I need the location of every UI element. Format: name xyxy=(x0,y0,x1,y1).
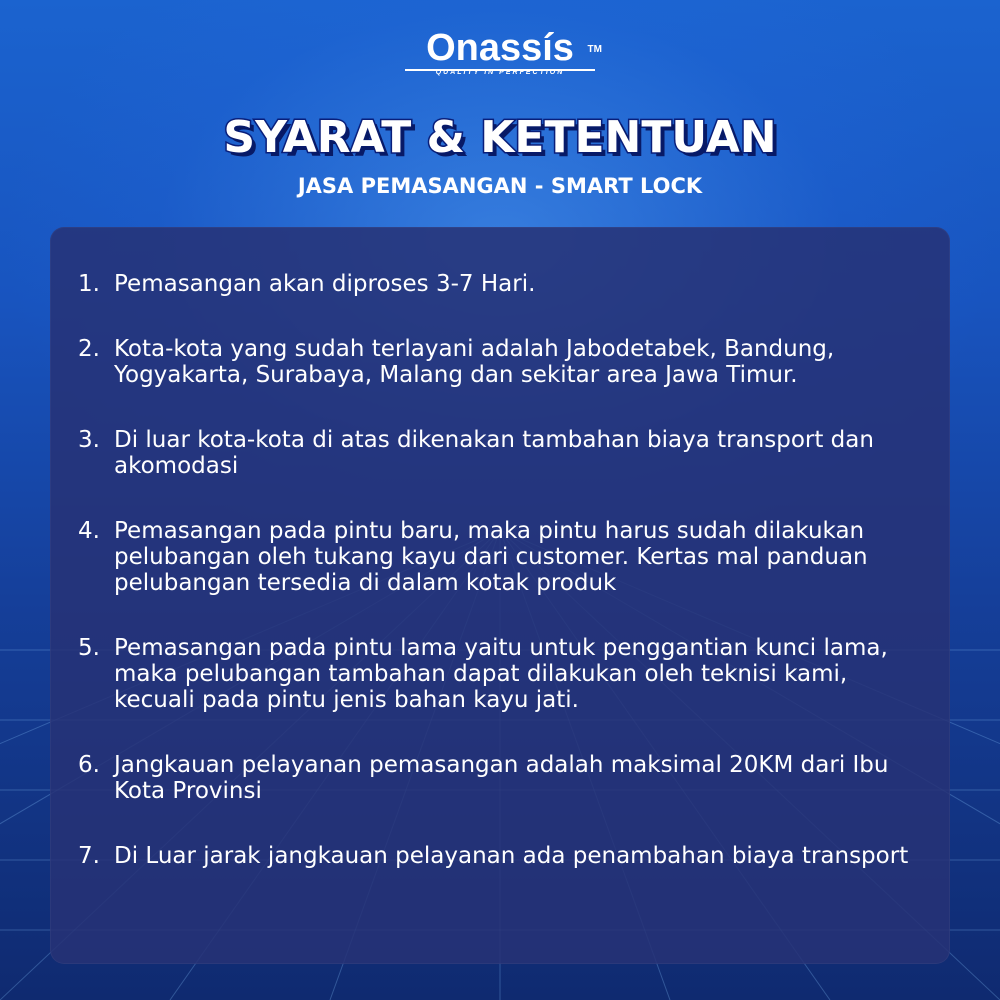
term-item-3 xyxy=(78,427,933,479)
term-number: 4. xyxy=(78,518,100,544)
term-text: Di Luar jarak jangkauan pelayanan ada penambahan biaya transport xyxy=(114,843,909,869)
brand-logo xyxy=(0,28,1000,76)
term-number: 7. xyxy=(78,843,100,869)
page-subtitle: JASA PEMASANGAN - SMART LOCK xyxy=(297,174,703,198)
term-text: Kota-kota yang sudah terlayani adalah Jabodetabek, Bandung, Yogyakarta, Surabaya, Malang dan sekitar area Jawa Timur. xyxy=(114,336,835,388)
term-item-7 xyxy=(78,843,933,869)
term-number: 3. xyxy=(78,427,100,453)
term-item-1 xyxy=(78,271,933,297)
term-number: 1. xyxy=(78,271,100,297)
term-text: Pemasangan akan diproses 3-7 Hari. xyxy=(114,271,536,297)
term-number: 6. xyxy=(78,752,100,778)
term-item-6 xyxy=(78,752,933,804)
term-text: Pemasangan pada pintu baru, maka pintu harus sudah dilakukan pelubangan oleh tukang kayu dari customer. Kertas mal panduan pelubangan tersedia di dalam kotak produk xyxy=(114,518,868,596)
term-text: Di luar kota-kota di atas dikenakan tambahan biaya transport dan akomodasi xyxy=(114,427,874,479)
term-text: Jangkauan pelayanan pemasangan adalah maksimal 20KM dari Ibu Kota Provinsi xyxy=(114,752,889,804)
terms-panel xyxy=(50,227,950,964)
term-text: Pemasangan pada pintu lama yaitu untuk penggantian kunci lama, maka pelubangan tambahan dapat dilakukan oleh teknisi kami, kecuali pada pintu jenis bahan kayu jati. xyxy=(114,635,888,713)
terms-list xyxy=(78,271,933,908)
brand-name-text: Onassís xyxy=(426,27,574,69)
page-title: SYARAT & KETENTUAN xyxy=(223,112,777,163)
term-item-2 xyxy=(78,336,933,388)
trademark-mark: TM xyxy=(587,44,602,55)
term-item-4 xyxy=(78,518,933,596)
term-number: 2. xyxy=(78,336,100,362)
brand-name xyxy=(420,27,602,69)
term-number: 5. xyxy=(78,635,100,661)
term-item-5 xyxy=(78,635,933,713)
brand-tagline: QUALITY IN PERFECTION xyxy=(435,69,565,76)
